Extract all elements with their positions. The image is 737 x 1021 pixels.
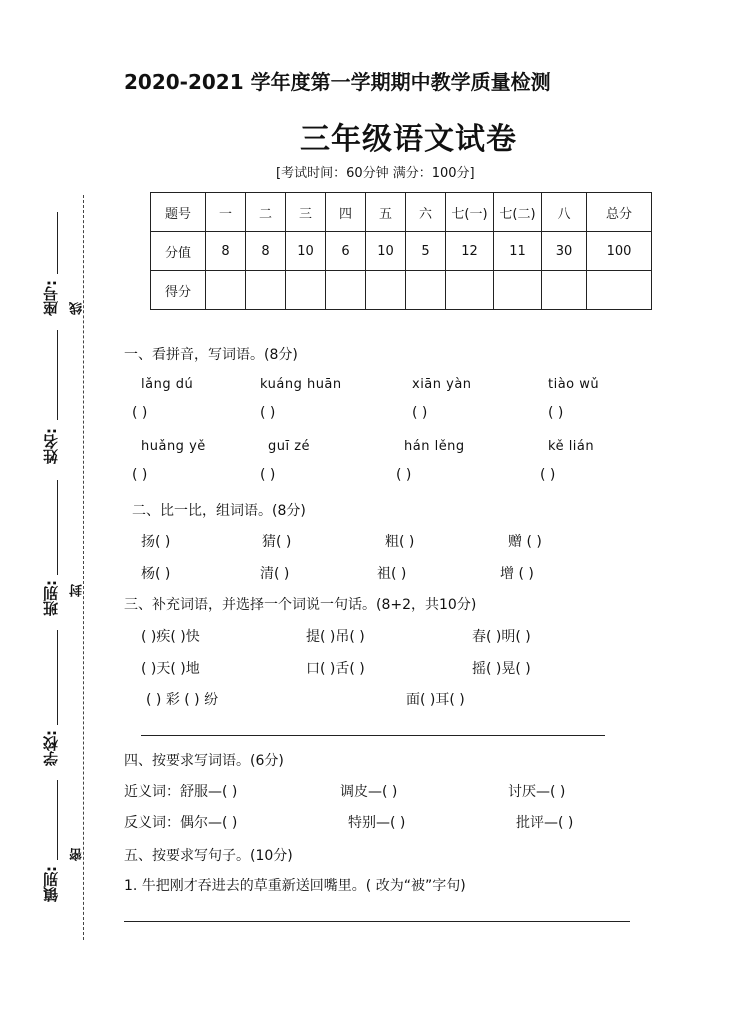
sentence-question-1: 1. 牛把刚才吞进去的草重新送回嘴里。( 改为“被”字句) bbox=[124, 878, 466, 894]
table-row bbox=[151, 271, 652, 310]
answer-blank[interactable]: ( ) bbox=[548, 405, 564, 421]
answer-blank[interactable]: ( ) bbox=[412, 405, 428, 421]
score-input-cell[interactable] bbox=[406, 271, 446, 310]
answer-blank[interactable]: ( ) bbox=[260, 405, 276, 421]
score-input-cell[interactable] bbox=[446, 271, 494, 310]
points-cell: 8 bbox=[206, 232, 246, 271]
word-blank[interactable]: 猜( ) bbox=[262, 534, 292, 550]
section2-heading: 二、比一比，组词语。(8分) bbox=[132, 503, 306, 519]
column-header: 五 bbox=[366, 193, 406, 232]
column-header: 总分 bbox=[587, 193, 652, 232]
class-label: 班别: bbox=[42, 580, 60, 616]
column-header: 四 bbox=[326, 193, 366, 232]
score-input-cell[interactable] bbox=[326, 271, 366, 310]
idiom-blank[interactable]: ( )天( )地 bbox=[141, 661, 200, 677]
antonym-blank[interactable]: 反义词：偶尔—( ) bbox=[124, 815, 238, 831]
answer-blank[interactable]: ( ) bbox=[132, 467, 148, 483]
idiom-blank[interactable]: 摇( )晃( ) bbox=[472, 661, 531, 677]
pinyin-6: guī zé bbox=[268, 439, 311, 454]
seat-number-label: 座号: bbox=[42, 280, 60, 316]
idiom-blank[interactable]: 口( )舌( ) bbox=[306, 661, 365, 677]
pinyin-5: huǎng yě bbox=[141, 439, 206, 454]
points-cell: 5 bbox=[406, 232, 446, 271]
section1-heading: 一、看拼音，写词语。(8分) bbox=[124, 347, 298, 363]
points-cell: 100 bbox=[587, 232, 652, 271]
answer-blank[interactable]: ( ) bbox=[132, 405, 148, 421]
pinyin-4: tiào wǔ bbox=[548, 377, 600, 392]
name-label: 姓名: bbox=[42, 428, 60, 464]
column-header: 七(二) bbox=[494, 193, 542, 232]
column-header: 六 bbox=[406, 193, 446, 232]
idiom-blank[interactable]: ( ) 彩 ( ) 纷 bbox=[146, 692, 219, 708]
answer-blank[interactable]: ( ) bbox=[260, 467, 276, 483]
section5-heading: 五、按要求写句子。(10分) bbox=[124, 848, 293, 864]
idiom-blank[interactable]: 提( )吊( ) bbox=[306, 629, 365, 645]
score-input-cell[interactable] bbox=[286, 271, 326, 310]
idiom-blank[interactable]: 春( )明( ) bbox=[472, 629, 531, 645]
points-cell: 8 bbox=[246, 232, 286, 271]
score-input-cell[interactable] bbox=[366, 271, 406, 310]
town-line bbox=[57, 780, 58, 860]
pinyin-8: kě lián bbox=[548, 439, 595, 454]
seat-number-line bbox=[57, 212, 58, 274]
exam-info: [考试时间：60分钟 满分：100分] bbox=[276, 166, 475, 181]
section4-heading: 四、按要求写词语。(6分) bbox=[124, 753, 284, 769]
word-blank[interactable]: 杨( ) bbox=[141, 566, 171, 582]
row-label: 分值 bbox=[151, 232, 206, 271]
antonym-blank[interactable]: 批评—( ) bbox=[516, 815, 574, 831]
row-label: 题号 bbox=[151, 193, 206, 232]
cut-mark-mi: 密 bbox=[70, 848, 85, 861]
column-header: 七(一) bbox=[446, 193, 494, 232]
word-blank[interactable]: 粗( ) bbox=[385, 534, 415, 550]
school-line bbox=[57, 630, 58, 725]
cut-mark-feng: 封 bbox=[70, 584, 85, 597]
synonym-blank[interactable]: 调皮—( ) bbox=[340, 784, 398, 800]
synonym-blank[interactable]: 近义词：舒服—( ) bbox=[124, 784, 238, 800]
answer-blank[interactable]: ( ) bbox=[396, 467, 412, 483]
sentence-answer-line[interactable] bbox=[141, 735, 605, 736]
column-header: 二 bbox=[246, 193, 286, 232]
exam-header: 2020-2021 学年度第一学期期中教学质量检测 bbox=[124, 70, 551, 94]
idiom-blank[interactable]: 面( )耳( ) bbox=[406, 692, 465, 708]
school-label: 学校: bbox=[42, 730, 60, 766]
score-table bbox=[150, 192, 652, 310]
word-blank[interactable]: 赠 ( ) bbox=[508, 534, 542, 550]
name-line bbox=[57, 330, 58, 420]
antonym-blank[interactable]: 特别—( ) bbox=[348, 815, 406, 831]
points-cell: 12 bbox=[446, 232, 494, 271]
column-header: 一 bbox=[206, 193, 246, 232]
pinyin-2: kuáng huān bbox=[260, 377, 342, 392]
synonym-blank[interactable]: 讨厌—( ) bbox=[508, 784, 566, 800]
sentence-answer-line[interactable] bbox=[124, 921, 630, 922]
table-row bbox=[151, 232, 652, 271]
class-line bbox=[57, 480, 58, 575]
cut-mark-xian: 线 bbox=[70, 302, 85, 315]
page-title: 三年级语文试卷 bbox=[300, 122, 517, 157]
answer-blank[interactable]: ( ) bbox=[540, 467, 556, 483]
word-blank[interactable]: 祖( ) bbox=[377, 566, 407, 582]
word-blank[interactable]: 清( ) bbox=[260, 566, 290, 582]
row-label: 得分 bbox=[151, 271, 206, 310]
column-header: 八 bbox=[542, 193, 587, 232]
pinyin-1: lǎng dú bbox=[141, 377, 194, 392]
score-input-cell[interactable] bbox=[494, 271, 542, 310]
points-cell: 10 bbox=[286, 232, 326, 271]
score-input-cell[interactable] bbox=[587, 271, 652, 310]
points-cell: 30 bbox=[542, 232, 587, 271]
section3-heading: 三、补充词语，并选择一个词说一句话。(8+2，共10分) bbox=[124, 597, 477, 613]
idiom-blank[interactable]: ( )疾( )快 bbox=[141, 629, 200, 645]
points-cell: 10 bbox=[366, 232, 406, 271]
pinyin-7: hán lěng bbox=[404, 439, 465, 454]
pinyin-3: xiān yàn bbox=[412, 377, 472, 392]
town-label: 镇别: bbox=[42, 866, 60, 902]
word-blank[interactable]: 扬( ) bbox=[141, 534, 171, 550]
word-blank[interactable]: 增 ( ) bbox=[500, 566, 534, 582]
table-row bbox=[151, 193, 652, 232]
column-header: 三 bbox=[286, 193, 326, 232]
score-input-cell[interactable] bbox=[246, 271, 286, 310]
score-input-cell[interactable] bbox=[542, 271, 587, 310]
score-input-cell[interactable] bbox=[206, 271, 246, 310]
points-cell: 6 bbox=[326, 232, 366, 271]
points-cell: 11 bbox=[494, 232, 542, 271]
